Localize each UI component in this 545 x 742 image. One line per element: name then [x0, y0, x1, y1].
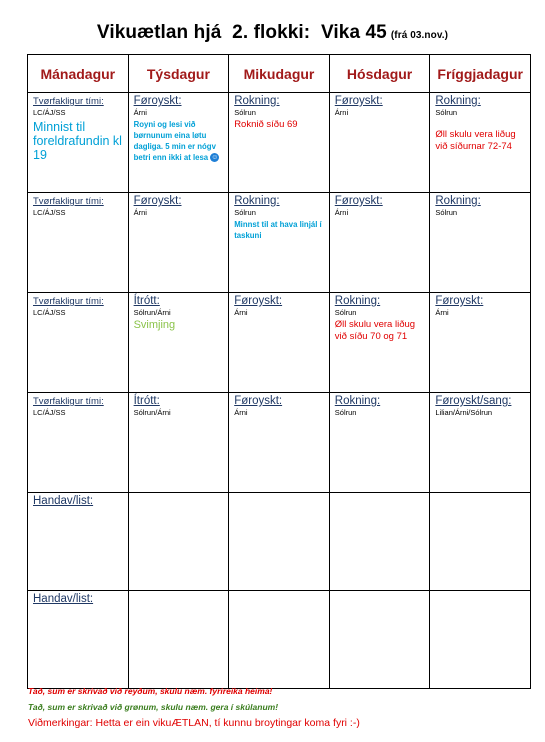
teacher-label: Sólrun [234, 208, 256, 217]
lesson-cell-wednesday [229, 393, 330, 493]
teacher-label: LC/ÁJ/SS [33, 208, 66, 217]
lesson-note-wrap [335, 319, 426, 343]
lesson-cell-thursday [329, 193, 430, 293]
teacher-label: Árni [334, 208, 349, 217]
lesson-cell-tuesday [128, 591, 229, 689]
lesson-note: Øll skulu vera liðug við síðurnar 72-74 [435, 129, 516, 152]
lesson-note-wrap [234, 119, 325, 131]
subject-label: Føroyskt: [133, 195, 182, 207]
day-header-thursday: Hósdagur [329, 55, 430, 93]
table-row [28, 591, 531, 689]
teacher-label: Lilian/Árni/Sólrun [435, 408, 493, 417]
teacher-label: Árni [234, 408, 248, 417]
table-row [28, 393, 531, 493]
footer-red-legend: Tað, sum er skrivað við reyðum, skulu næm. fyrireika heima! [28, 686, 273, 696]
lesson-cell-monday [28, 591, 129, 689]
lesson-cell-friday [430, 93, 531, 193]
subject-label: Ítrótt: [133, 295, 160, 307]
lesson-cell-monday [28, 493, 129, 591]
subject-label: Handav/list: [33, 593, 94, 605]
lesson-cell-wednesday [229, 591, 330, 689]
subject-label: Tvørfakligur tími: [33, 196, 104, 207]
weekly-plan-body [28, 93, 531, 689]
subject-label: Føroyskt/sang: [435, 395, 512, 407]
lesson-cell-tuesday [128, 93, 229, 193]
table-row [28, 93, 531, 193]
lesson-cell-thursday [329, 493, 430, 591]
table-row [28, 493, 531, 591]
title-date: (frá 03.nov.) [390, 30, 449, 41]
page-title [0, 22, 545, 44]
subject-label: Rokning: [334, 295, 381, 307]
teacher-label: Sólrun/Árni [133, 308, 171, 317]
lesson-cell-monday [28, 293, 129, 393]
day-header-row [28, 55, 531, 93]
lesson-cell-monday [28, 193, 129, 293]
lesson-note: Svimjing [133, 319, 176, 331]
lesson-cell-wednesday [229, 93, 330, 193]
teacher-label: Árni [133, 108, 147, 117]
lesson-note: Roknið síðu 69 [234, 119, 298, 130]
lesson-note: Royni og lesi við børnunum eina løtu dagliga. 5 min er nógv betri enn ikki at lesa [133, 120, 216, 162]
subject-label: Tvørfakligur tími: [33, 96, 104, 107]
day-header-friday: Fríggjadagur [430, 55, 531, 93]
teacher-label: Sólrun [435, 208, 458, 217]
lesson-cell-tuesday [128, 493, 229, 591]
lesson-cell-tuesday [128, 193, 229, 293]
lesson-cell-friday [430, 493, 531, 591]
teacher-label: Árni [435, 308, 449, 317]
lesson-cell-wednesday [229, 293, 330, 393]
subject-label: Føroyskt: [435, 295, 484, 307]
footer-remark: Viðmerkingar: Hetta er ein vikuÆTLAN, tí kunnu broytingar koma fyri :-) [28, 717, 360, 729]
teacher-label: LC/ÁJ/SS [33, 308, 66, 317]
lesson-cell-thursday [329, 591, 430, 689]
lesson-note: Minnst til at hava linjál í taskuni [234, 220, 322, 240]
footer-green-legend: Tað, sum er skrivað við grønum, skulu næm. gera í skúlanum! [28, 702, 279, 712]
lesson-cell-thursday [329, 293, 430, 393]
subject-label: Føroyskt: [234, 295, 283, 307]
lesson-note-wrap [435, 129, 526, 153]
subject-label: Rokning: [234, 195, 280, 207]
subject-label: Rokning: [435, 95, 481, 107]
subject-label: Tvørfakligur tími: [33, 296, 104, 307]
lesson-cell-wednesday [229, 193, 330, 293]
lesson-cell-thursday [329, 93, 430, 193]
day-header-tuesday: Týsdagur [128, 55, 229, 93]
weekly-plan-table [27, 54, 531, 689]
lesson-note-wrap [134, 319, 225, 332]
teacher-label: Sólrun [334, 408, 357, 417]
day-header-monday: Mánadagur [28, 55, 129, 93]
teacher-label: Árni [234, 308, 248, 317]
teacher-label: LC/ÁJ/SS [33, 108, 66, 117]
title-main: Vikuætlan hjá 2. flokki: Vika 45 [96, 22, 387, 43]
subject-label: Handav/list: [33, 495, 94, 507]
lesson-cell-wednesday [229, 493, 330, 591]
lesson-cell-thursday [329, 393, 430, 493]
teacher-label: Sólrun [334, 308, 357, 317]
subject-label: Føroyskt: [133, 95, 182, 107]
lesson-cell-friday [430, 393, 531, 493]
lesson-note-wrap [134, 119, 225, 163]
lesson-cell-monday [28, 393, 129, 493]
lesson-cell-friday [430, 591, 531, 689]
teacher-label: Árni [334, 108, 349, 117]
lesson-cell-tuesday [128, 393, 229, 493]
teacher-label: Sólrun [234, 108, 256, 117]
lesson-note: Minnist til foreldrafundin kl 19 [33, 120, 122, 162]
table-row [28, 193, 531, 293]
lesson-note: Øll skulu vera liðug við síðu 70 og 71 [334, 319, 416, 342]
subject-label: Rokning: [334, 395, 381, 407]
lesson-cell-friday [430, 293, 531, 393]
smiley-icon: ☺ [211, 154, 219, 162]
lesson-cell-monday [28, 93, 129, 193]
subject-label: Ítrótt: [133, 395, 160, 407]
teacher-label: Sólrun [435, 108, 458, 117]
day-header-wednesday: Mikudagur [229, 55, 330, 93]
subject-label: Føroyskt: [334, 195, 383, 207]
table-row [28, 293, 531, 393]
lesson-cell-friday [430, 193, 531, 293]
teacher-label: LC/ÁJ/SS [33, 408, 66, 417]
teacher-label: Árni [133, 208, 147, 217]
lesson-note-wrap [234, 219, 325, 241]
subject-label: Tvørfakligur tími: [33, 396, 104, 407]
lesson-note-wrap [33, 120, 124, 162]
teacher-label: Sólrun/Árni [133, 408, 171, 417]
subject-label: Rokning: [234, 95, 280, 107]
lesson-cell-tuesday [128, 293, 229, 393]
subject-label: Rokning: [435, 195, 481, 207]
subject-label: Føroyskt: [334, 95, 383, 107]
subject-label: Føroyskt: [234, 395, 283, 407]
